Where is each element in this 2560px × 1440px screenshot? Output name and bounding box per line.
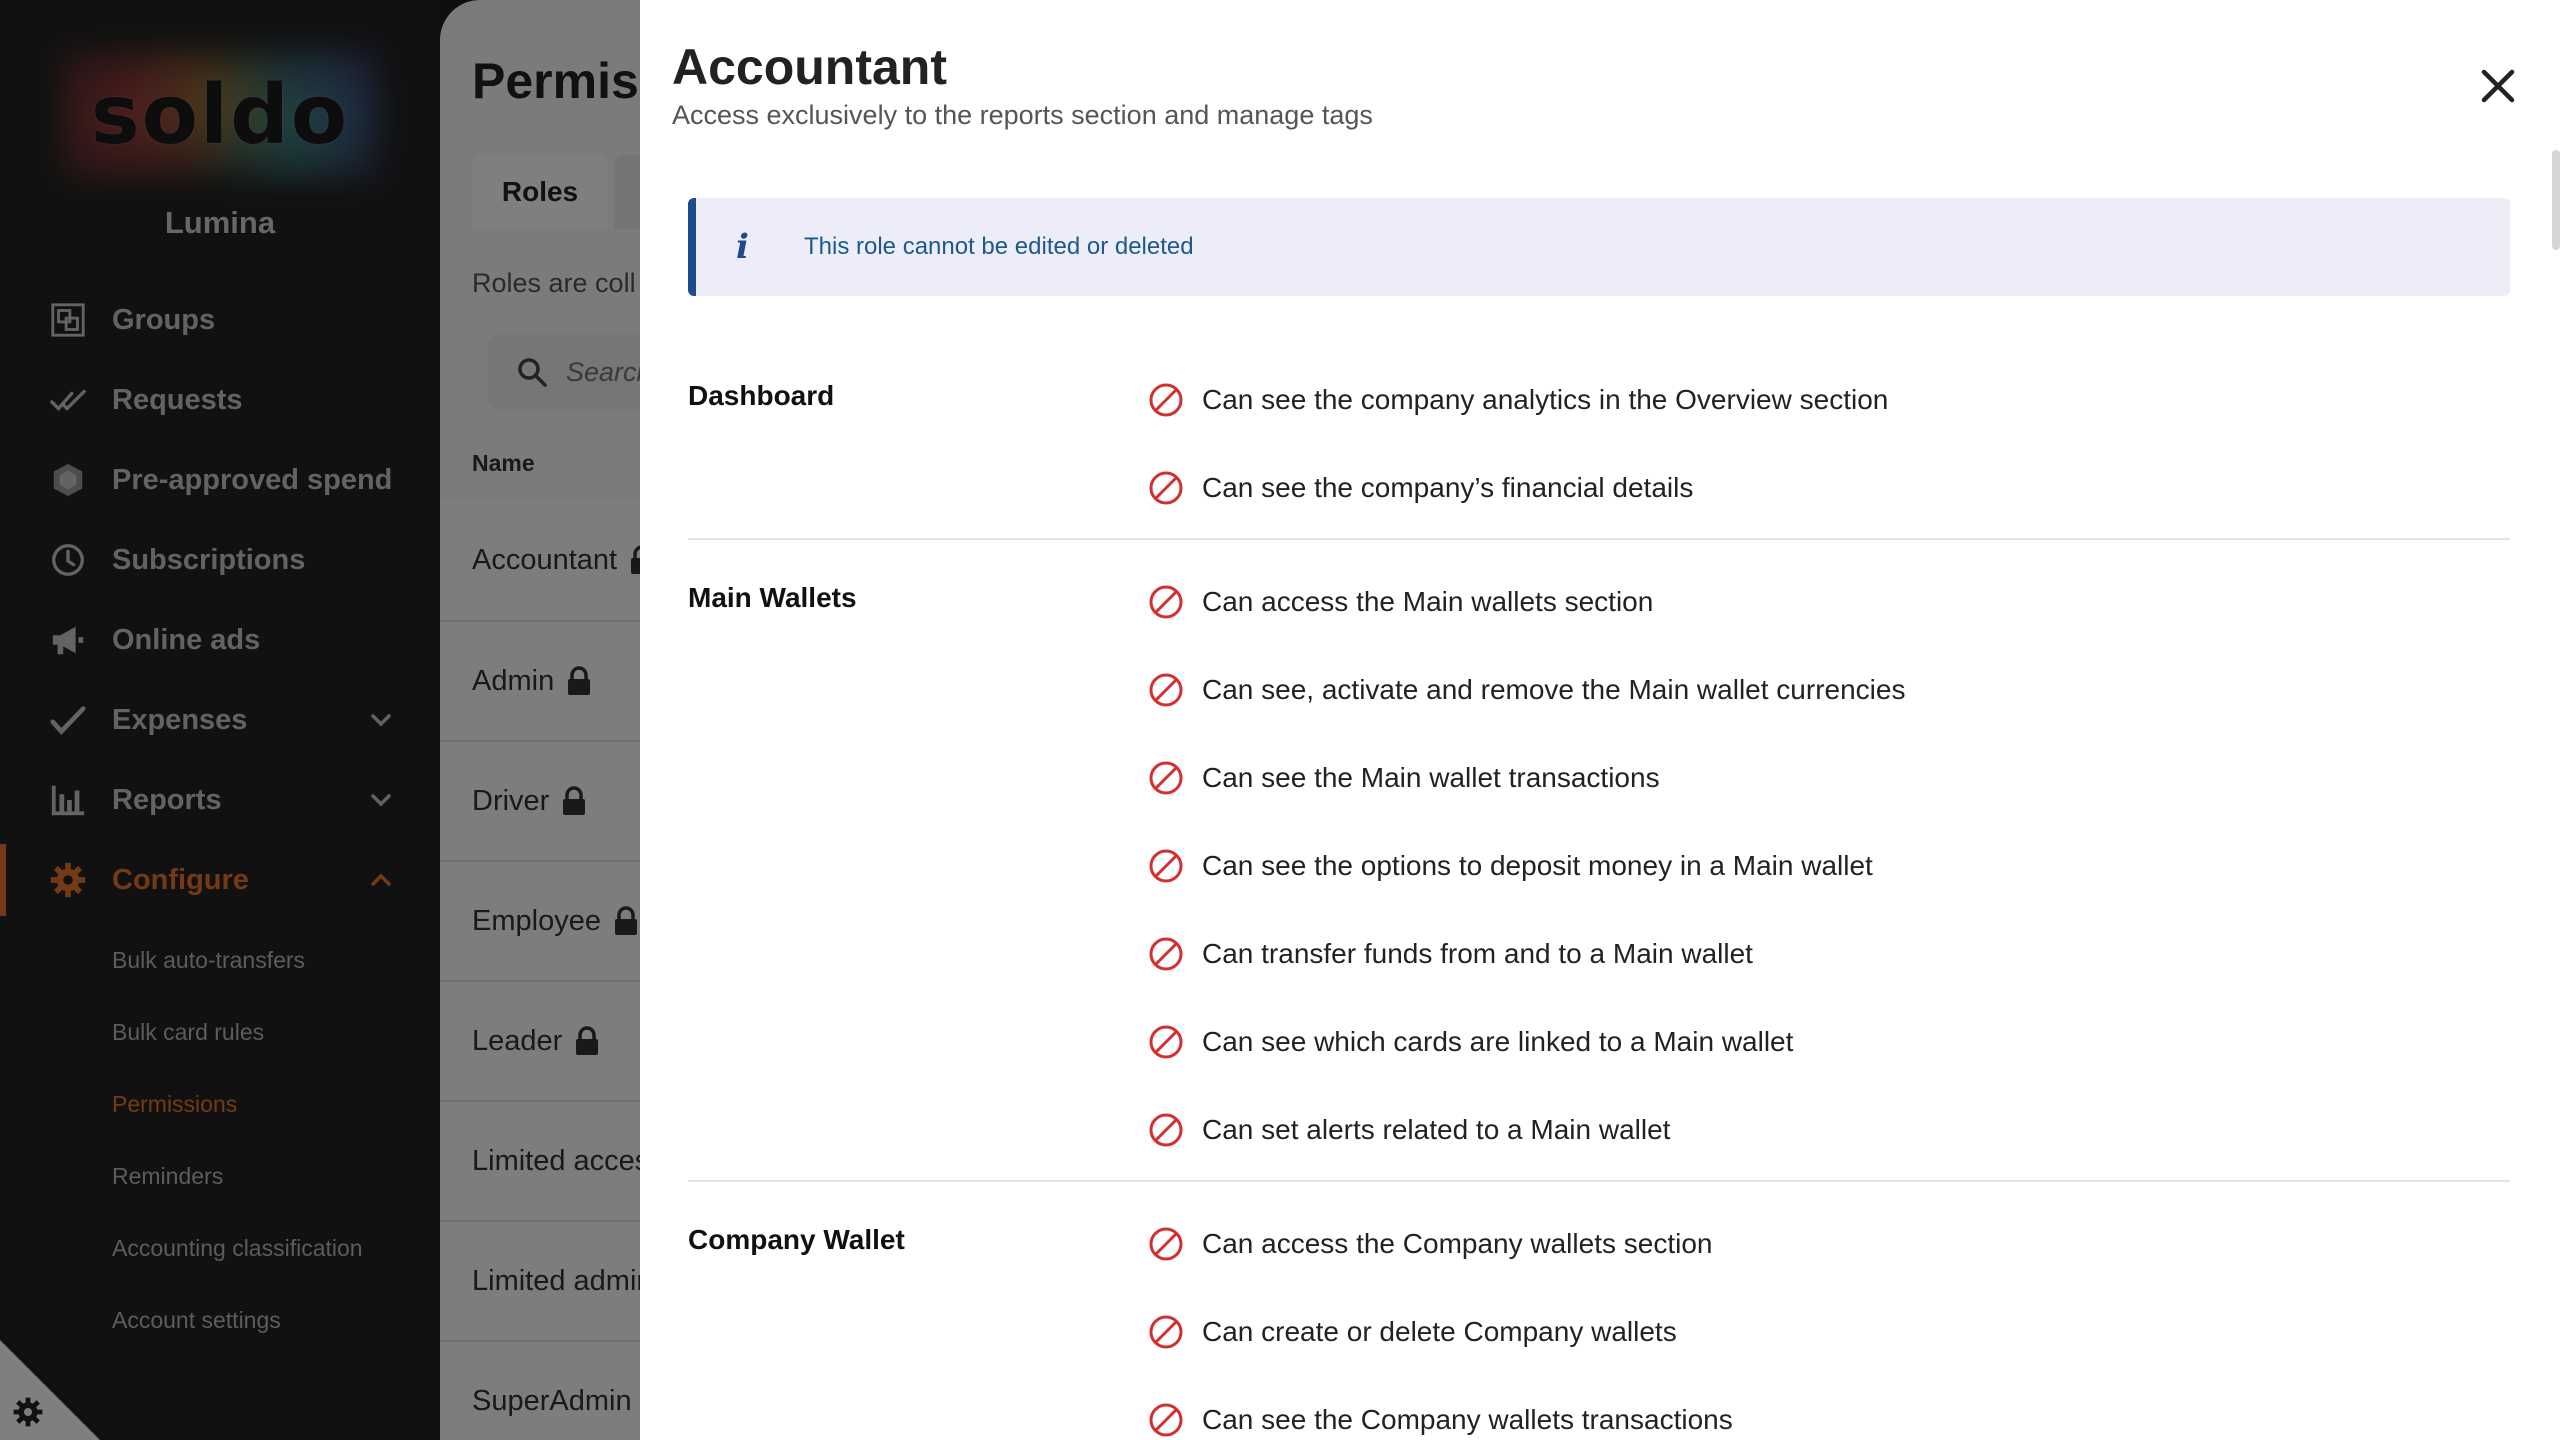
denied-icon: [1148, 1314, 1184, 1350]
permission-item: [1148, 444, 2510, 532]
permission-text: Can access the Company wallets section: [1202, 1228, 1713, 1259]
permission-item: [1148, 910, 2510, 998]
permission-sections: [688, 356, 2510, 1440]
permission-text: Can set alerts related to a Main wallet: [1202, 1114, 1671, 1145]
permission-text: Can access the Main wallets section: [1202, 586, 1654, 617]
permission-item: [1148, 1086, 2510, 1174]
denied-icon: [1148, 1112, 1184, 1148]
drawer-title: Accountant: [672, 39, 947, 95]
permission-item: [1148, 1200, 2510, 1288]
denied-icon: [1148, 672, 1184, 708]
permission-item: [1148, 822, 2510, 910]
permission-item: [1148, 734, 2510, 822]
info-text: This role cannot be edited or deleted: [804, 233, 1194, 260]
permission-item: [1148, 998, 2510, 1086]
section-main-wallets: [688, 558, 2510, 1182]
denied-icon: [1148, 848, 1184, 884]
permission-text: Can see the options to deposit money in a Main wallet: [1202, 850, 1873, 881]
permission-item: [1148, 356, 2510, 444]
permission-item: [1148, 646, 2510, 734]
permission-text: Can transfer funds from and to a Main wallet: [1202, 938, 1753, 969]
permission-item: [1148, 1376, 2510, 1440]
denied-icon: [1148, 470, 1184, 506]
info-banner: [688, 198, 2510, 296]
section-title: Company Wallet: [688, 1224, 905, 1255]
info-icon: i: [736, 227, 749, 267]
denied-icon: [1148, 1226, 1184, 1262]
permission-list: [1148, 558, 2510, 1174]
permission-item: [1148, 1288, 2510, 1376]
role-detail-drawer: [640, 0, 2560, 1440]
permission-item: [1148, 558, 2510, 646]
section-title: Main Wallets: [688, 582, 857, 613]
permission-text: Can see the company analytics in the Overview section: [1202, 384, 1889, 415]
denied-icon: [1148, 760, 1184, 796]
permission-text: Can see the company’s financial details: [1202, 472, 1694, 503]
scrollbar[interactable]: [2552, 150, 2560, 250]
permission-text: Can see the Main wallet transactions: [1202, 762, 1660, 793]
section-dashboard: [688, 356, 2510, 540]
drawer-subtitle: Access exclusively to the reports section and manage tags: [672, 100, 1373, 130]
permission-text: Can create or delete Company wallets: [1202, 1316, 1677, 1347]
denied-icon: [1148, 382, 1184, 418]
permission-list: [1148, 356, 2510, 532]
permission-text: Can see the Company wallets transactions: [1202, 1404, 1733, 1435]
denied-icon: [1148, 936, 1184, 972]
close-icon[interactable]: [2474, 62, 2522, 110]
section-title: Dashboard: [688, 380, 835, 411]
permission-list: [1148, 1200, 2510, 1440]
denied-icon: [1148, 1402, 1184, 1438]
permission-text: Can see, activate and remove the Main wallet currencies: [1202, 674, 1906, 705]
denied-icon: [1148, 1024, 1184, 1060]
permission-text: Can see which cards are linked to a Main wallet: [1202, 1026, 1794, 1057]
denied-icon: [1148, 584, 1184, 620]
section-company-wallet: [688, 1200, 2510, 1440]
